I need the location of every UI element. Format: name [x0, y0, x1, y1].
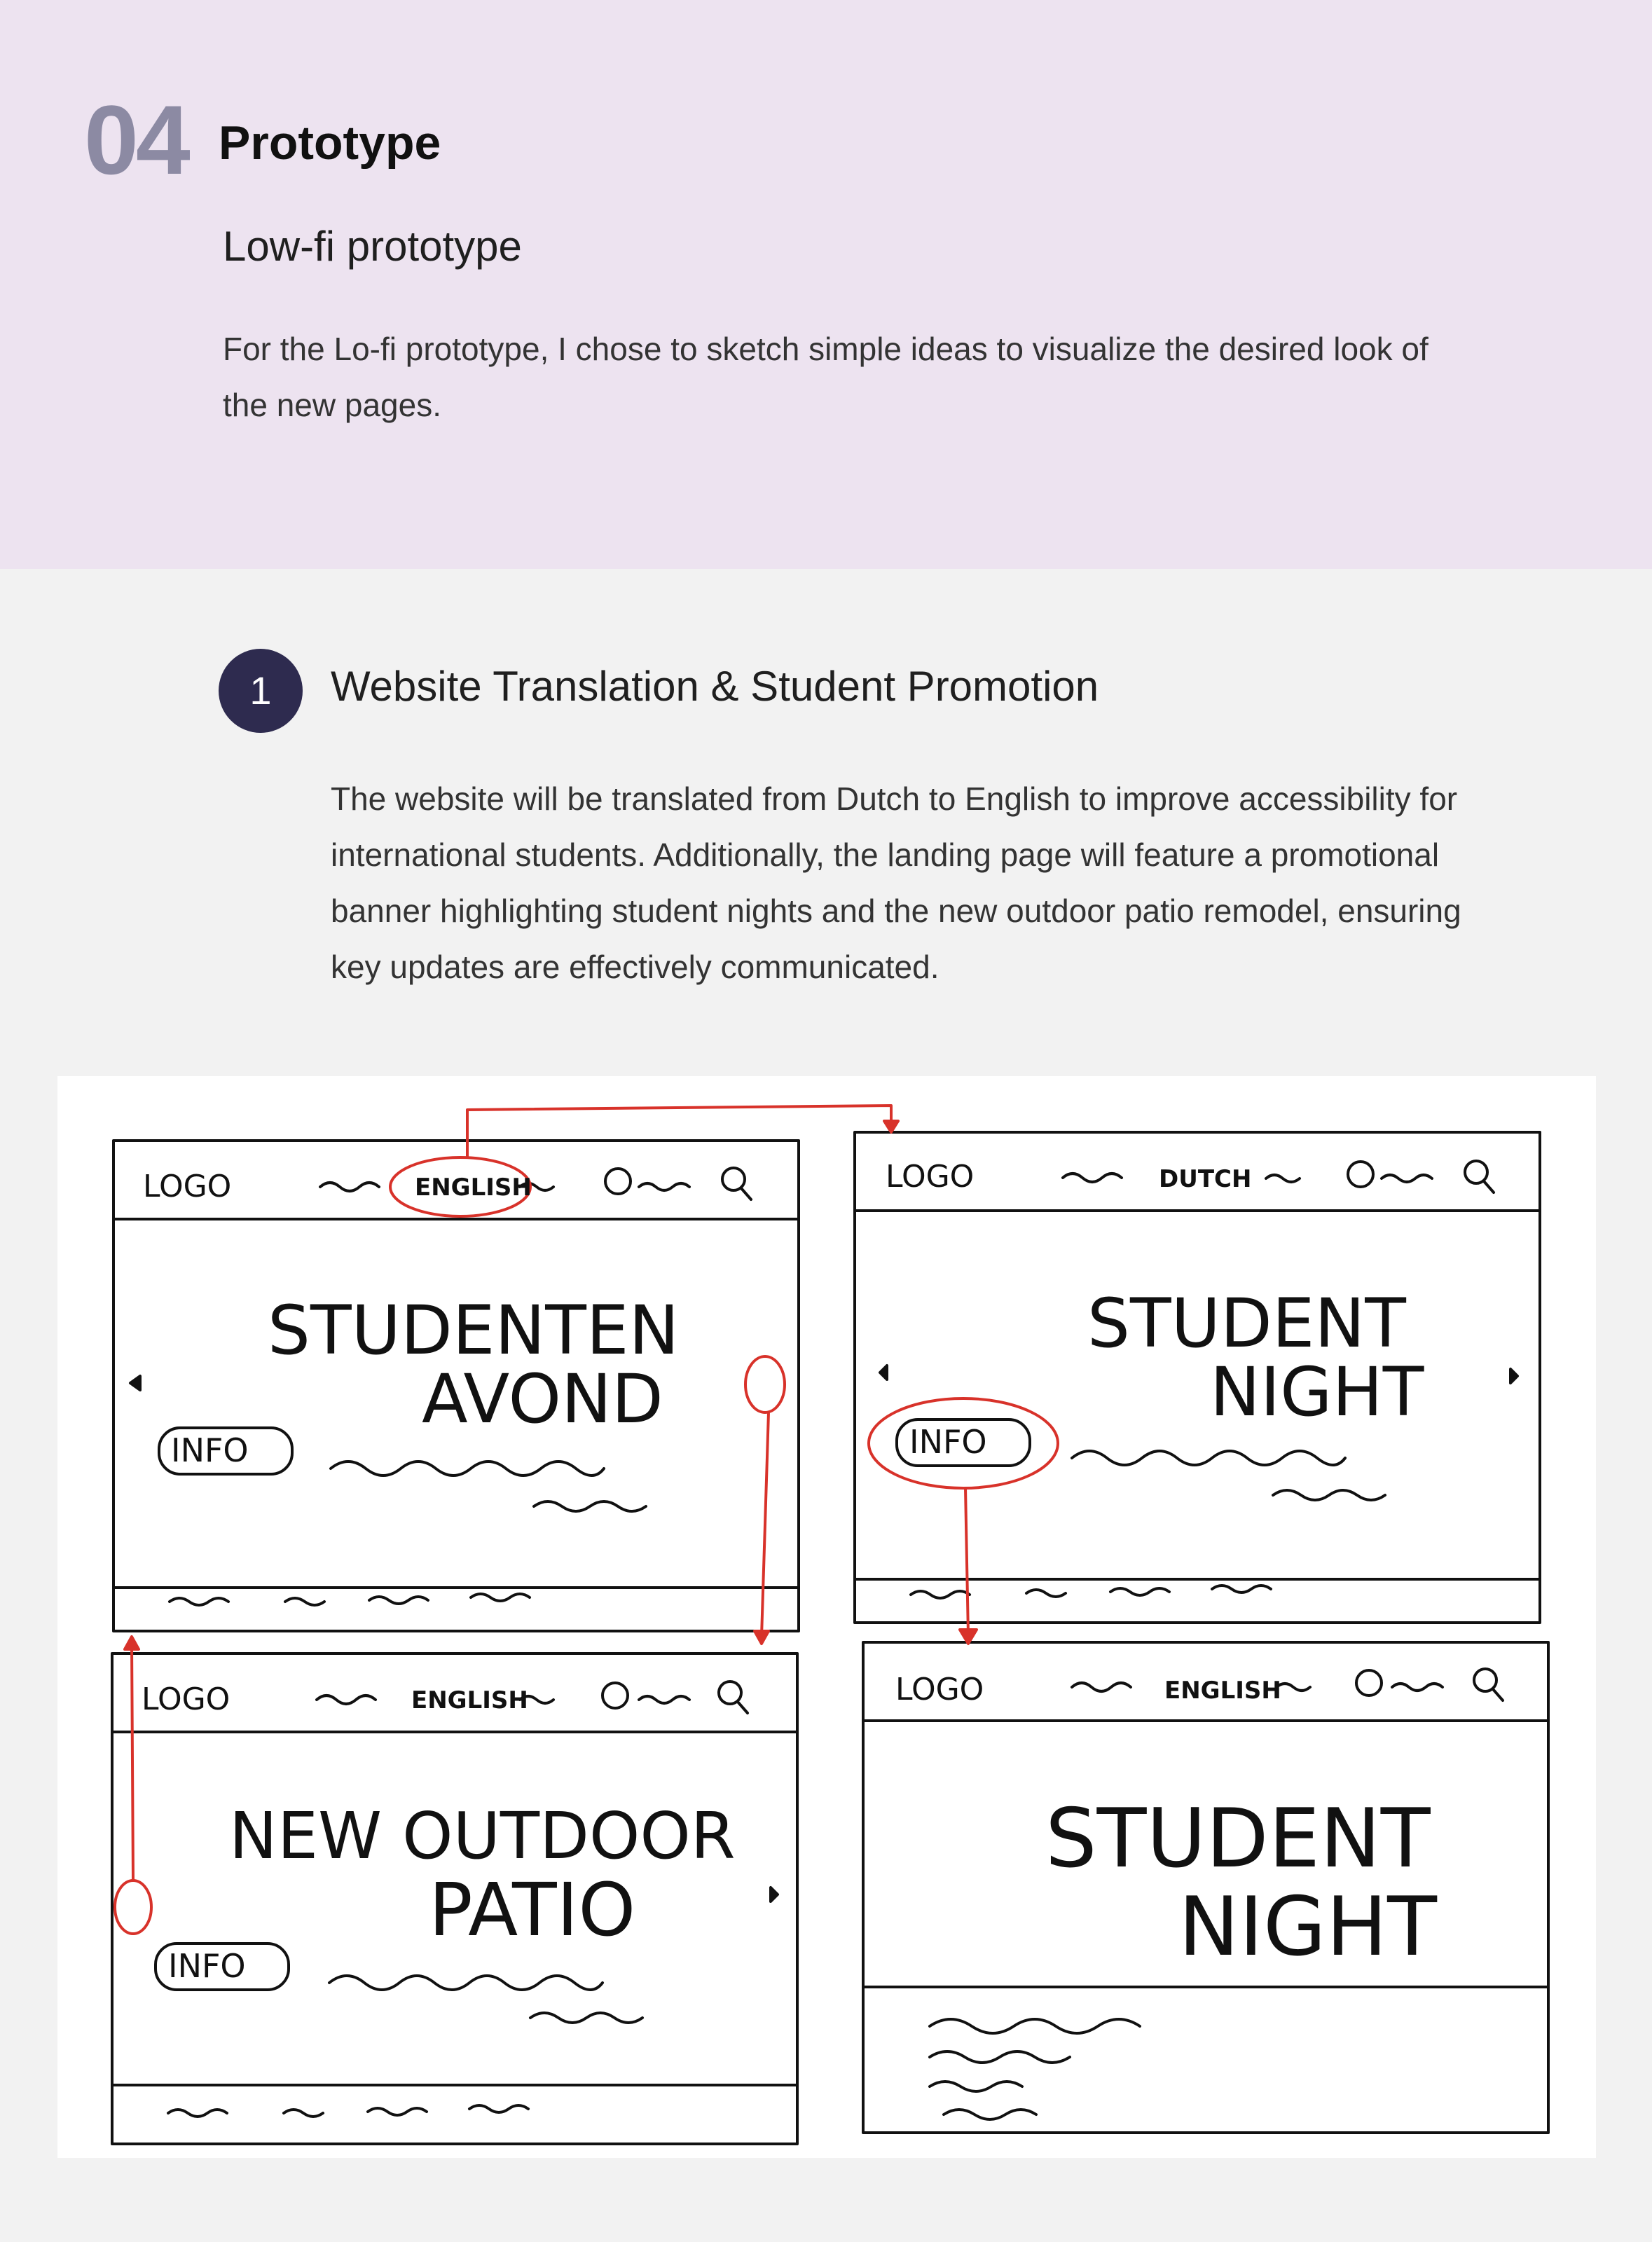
frame2-info: INFO [909, 1423, 987, 1461]
frame3-headline-1: NEW OUTDOOR [229, 1799, 736, 1873]
frame2-headline-2: NIGHT [1210, 1353, 1424, 1431]
frame3-logo: LOGO [142, 1682, 230, 1717]
section-number: 04 [84, 85, 188, 195]
sketch-frame-2 [855, 1132, 1540, 1623]
sketch-drawing [57, 1076, 1596, 2158]
frame4-english: ENGLISH [1164, 1677, 1281, 1705]
frame1-english: ENGLISH [415, 1174, 532, 1202]
frame1-logo: LOGO [143, 1169, 232, 1204]
frame1-info: INFO [171, 1431, 249, 1469]
frame3-info: INFO [168, 1947, 246, 1985]
section-description: For the Lo-fi prototype, I chose to sketch simple ideas to visualize the desired look of the new pages. [223, 331, 1429, 423]
frame1-headline-2: AVOND [422, 1360, 663, 1438]
lofi-sketch-image [57, 1076, 1596, 2158]
frame1-headline-1: STUDENTEN [268, 1291, 680, 1370]
item-title: Website Translation & Student Promotion [331, 663, 1099, 710]
step-badge: 1 [219, 649, 303, 733]
frame4-headline-2: NIGHT [1178, 1880, 1437, 1974]
item-description: The website will be translated from Dutch to English to improve accessibility for international students. Additionally, the landing page will feature a promotional banner highlighting student nights and the new outdoor patio remodel, ensuring key updates are effectively communicated. [331, 780, 1461, 985]
frame2-logo: LOGO [886, 1159, 975, 1195]
section-subtitle: Low-fi prototype [223, 223, 522, 270]
frame4-logo: LOGO [895, 1672, 984, 1707]
frame2-headline-1: STUDENT [1087, 1284, 1406, 1363]
section-title: Prototype [219, 116, 441, 170]
frame3-headline-2: PATIO [429, 1867, 636, 1953]
frame3-english: ENGLISH [411, 1686, 528, 1714]
hero-section [0, 0, 1652, 569]
frame4-headline-1: STUDENT [1045, 1791, 1431, 1886]
frame2-dutch: DUTCH [1159, 1165, 1252, 1193]
